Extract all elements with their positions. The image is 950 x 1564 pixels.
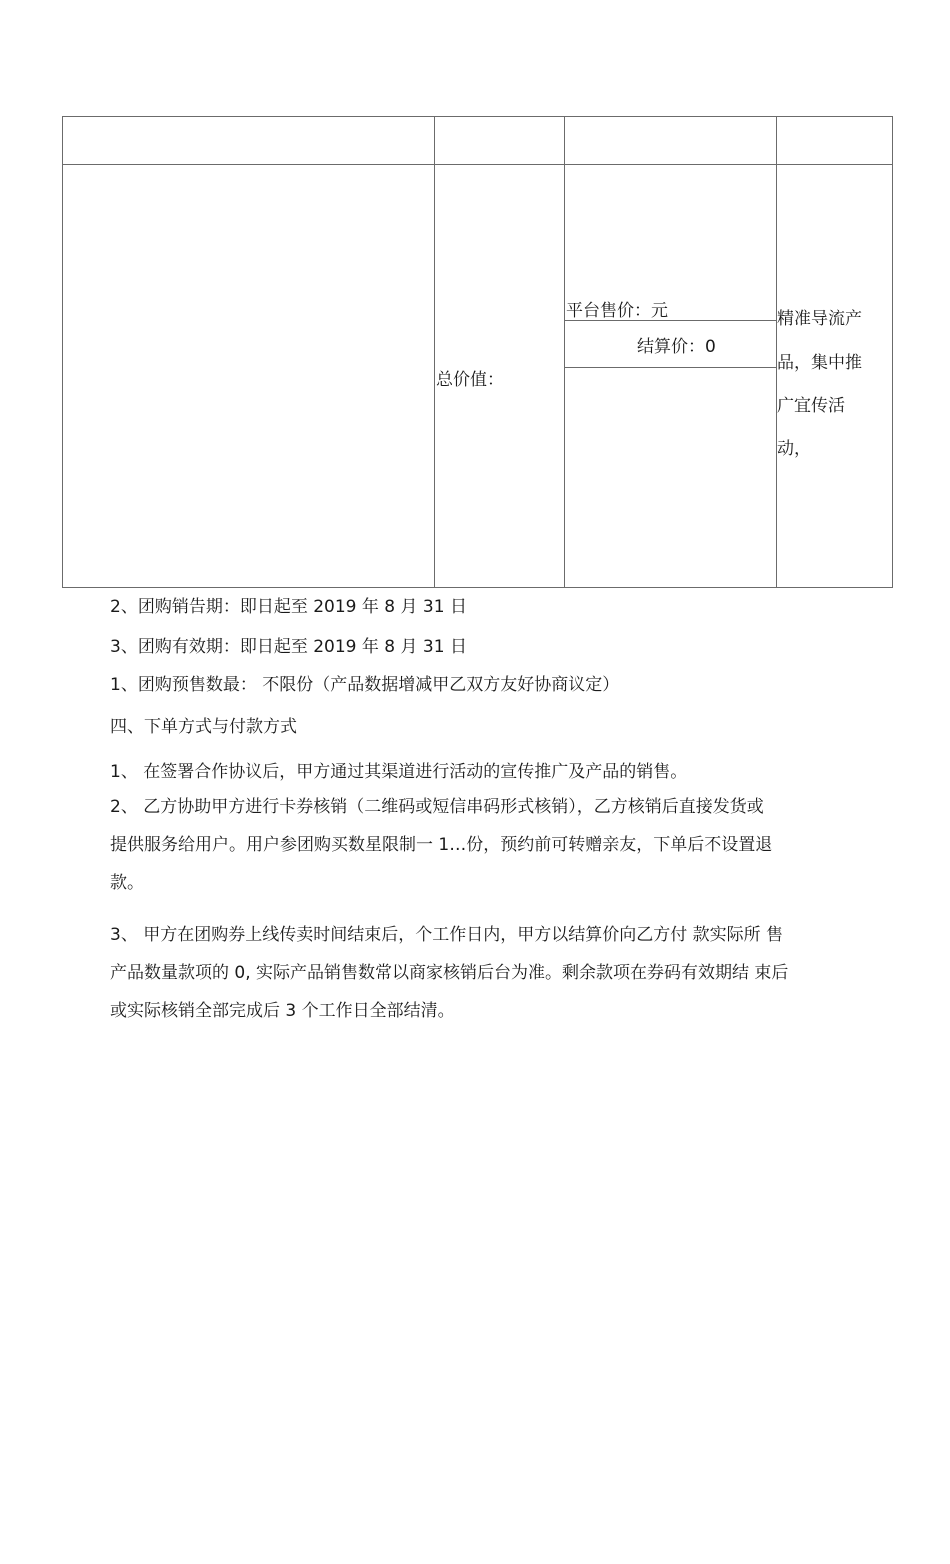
section-heading: 四、下单方式与付款方式 [110,717,297,737]
promo-note-line: 精准导流产 [777,309,862,329]
promo-note-line: 品，集中推 [777,353,862,373]
clause-3-paragraph [110,925,895,1039]
clause-2-line: 2、 乙方协助甲方进行卡券核销（二维码或短信串码形式核销），乙方核销后直接发货或 [110,797,764,817]
clause-3-line: 3、 甲方在团购券上线传卖时间结束后，个工作日内，甲方以结算价向乙方付 款实际所 售 [110,925,784,945]
clause-3-line: 产品数量款项的 0, 实际产品销售数常以商家核销后台为准。剩余款项在券码有效期结 束后 [110,963,789,983]
clause-2-paragraph [110,797,895,911]
clause-2-line: 款。 [110,873,144,893]
table-row-divider [63,164,892,165]
product-table [62,116,893,588]
sale-period-text: 2、团购销告期：即日起至 2019 年 8 月 31 日 [110,597,467,617]
promo-note-line: 广宜传活 [777,396,845,416]
platform-price-label: 平台售价：元 [566,301,668,321]
valid-period-text: 3、团购有效期：即日起至 2019 年 8 月 31 日 [110,637,467,657]
promo-note-line: 动， [777,439,811,459]
table-column-divider [776,117,777,587]
presale-quantity-text: 1、团购预售数最： 不限份（产品数据增减甲乙双方友好协商议定） [110,675,620,695]
price-cell-divider [564,367,776,368]
table-column-divider [434,117,435,587]
table-column-divider [564,117,565,587]
clause-1-text: 1、 在签署合作协议后，甲方通过其渠道进行活动的宣传推广及产品的销售。 [110,762,688,782]
total-value-label: 总价值： [436,370,504,390]
clause-2-line: 提供服务给用户。用户参团购买数星限制一 1…份，预约前可转赠亲友，下单后不设置退 [110,835,773,855]
clause-3-line: 或实际核销全部完成后 3 个工作日全部结清。 [110,1001,455,1021]
settlement-price-label: 结算价：0 [637,337,716,357]
